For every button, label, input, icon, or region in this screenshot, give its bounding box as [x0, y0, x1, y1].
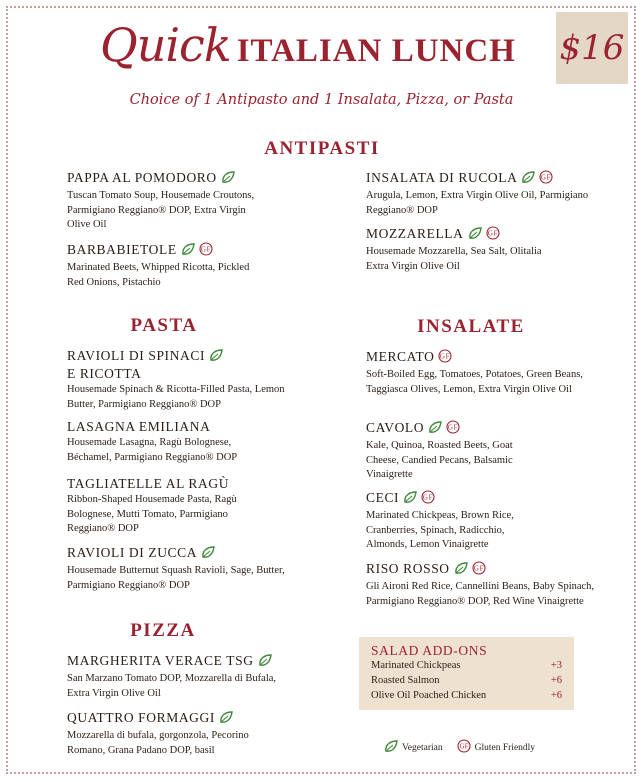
svg-text:GF: GF	[448, 423, 459, 432]
item-name: QUATTRO FORMAGGI	[67, 710, 215, 725]
item-desc: Housemade Lasagna, Ragù Bolognese, Béchamel, Parmigiano Reggiano® DOP	[67, 437, 238, 463]
item-name: MERCATO	[366, 349, 435, 364]
icon-legend	[384, 739, 535, 756]
item-desc: Housemade Butternut Squash Ravioli, Sage, Butter, Parmigiano Reggiano® DOP	[67, 565, 285, 591]
item-name: LASAGNA EMILIANA	[67, 419, 211, 434]
menu-item	[366, 490, 606, 553]
addon-row	[371, 688, 562, 703]
section-title-pizza: PIZZA	[130, 620, 196, 641]
item-name: MOZZARELLA	[366, 226, 464, 241]
gluten-friendly-icon	[446, 420, 460, 438]
legend-gluten-friendly: Gluten Friendly	[474, 743, 536, 753]
addon-row	[371, 658, 562, 673]
menu-title	[100, 18, 516, 72]
item-name-line2: E RICOTTA	[67, 366, 142, 381]
addon-price: +3	[550, 660, 562, 671]
menu-item	[366, 226, 606, 274]
menu-subtitle: Choice of 1 Antipasto and 1 Insalata, Pizza, or Pasta	[129, 92, 514, 108]
price-badge: $16	[556, 12, 628, 84]
item-name: CAVOLO	[366, 420, 425, 435]
gluten-friendly-icon	[421, 490, 435, 508]
vegetarian-icon	[384, 740, 398, 756]
item-desc: Ribbon-Shaped Housemade Pasta, Ragù Bolognese, Mutti Tomato, Parmigiano Reggiano® DOP	[67, 494, 237, 534]
menu-item	[366, 561, 606, 609]
vegetarian-icon	[428, 421, 442, 438]
svg-text:GF: GF	[440, 352, 451, 361]
item-desc: San Marzano Tomato DOP, Mozzarella di Bufala, Extra Virgin Olive Oil	[67, 673, 277, 699]
svg-text:GF: GF	[473, 564, 484, 573]
gluten-friendly-icon	[539, 170, 553, 188]
menu-item	[366, 349, 606, 397]
vegetarian-icon	[454, 562, 468, 579]
vegetarian-icon	[221, 171, 235, 188]
menu-item	[67, 476, 307, 537]
menu-item	[67, 545, 307, 593]
item-name: BARBABIETOLE	[67, 242, 177, 257]
section-title-insalate: INSALATE	[417, 316, 525, 337]
item-desc: Tuscan Tomato Soup, Housemade Croutons, Parmigiano Reggiano® DOP, Extra Virgin Olive Oil	[67, 190, 255, 230]
title-caps: ITALIAN LUNCH	[236, 33, 516, 69]
addon-name: Marinated Chickpeas	[371, 660, 461, 671]
vegetarian-icon	[219, 711, 233, 728]
vegetarian-icon	[201, 546, 215, 563]
addon-row	[371, 673, 562, 688]
menu-item	[366, 420, 606, 483]
gluten-friendly-icon	[438, 349, 452, 367]
vegetarian-icon	[521, 171, 535, 188]
menu-item	[67, 348, 307, 412]
item-desc: Mozzarella di bufala, gorgonzola, Pecorino Romano, Grana Padano DOP, basil	[67, 730, 249, 756]
addon-name: Roasted Salmon	[371, 675, 440, 686]
menu-item	[67, 242, 307, 290]
vegetarian-icon	[181, 243, 195, 260]
item-name: CECI	[366, 490, 400, 505]
gluten-friendly-icon	[457, 739, 471, 756]
item-desc: Kale, Quinoa, Roasted Beets, Goat Cheese, Candied Pecans, Balsamic Vinaigrette	[366, 440, 513, 480]
item-desc: Soft-Boiled Egg, Tomatoes, Potatoes, Green Beans, Taggiasca Olives, Lemon, Extra Virgin Olive Oil	[366, 369, 583, 395]
section-title-pasta: PASTA	[130, 315, 198, 336]
item-name: PAPPA AL POMODORO	[67, 170, 217, 185]
addon-price: +6	[550, 690, 562, 701]
item-desc: Marinated Chickpeas, Brown Rice, Cranberries, Spinach, Radicchio, Almonds, Lemon Vinaigrette	[366, 510, 514, 550]
svg-text:GF: GF	[423, 493, 434, 502]
gluten-friendly-icon	[199, 242, 213, 260]
vegetarian-icon	[258, 654, 272, 671]
menu-item	[366, 170, 606, 218]
item-desc: Housemade Spinach & Ricotta-Filled Pasta, Lemon Butter, Parmigiano Reggiano® DOP	[67, 384, 285, 410]
item-desc: Marinated Beets, Whipped Ricotta, Pickled Red Onions, Pistachio	[67, 262, 250, 288]
svg-text:GF: GF	[200, 245, 211, 254]
item-name: MARGHERITA VERACE TSG	[67, 653, 254, 668]
addon-price: +6	[550, 675, 562, 686]
title-script: Quick	[100, 18, 231, 72]
vegetarian-icon	[209, 349, 223, 366]
legend-vegetarian: Vegetarian	[402, 743, 443, 753]
section-title-antipasti: ANTIPASTI	[264, 138, 380, 159]
addon-name: Olive Oil Poached Chicken	[371, 690, 487, 701]
item-name: TAGLIATELLE AL RAGÙ	[67, 476, 230, 491]
menu-item	[67, 710, 307, 758]
svg-text:GF: GF	[487, 229, 498, 238]
vegetarian-icon	[468, 227, 482, 244]
item-desc: Housemade Mozzarella, Sea Salt, Olitalia Extra Virgin Olive Oil	[366, 246, 542, 272]
menu-item	[67, 419, 307, 465]
salad-addons-box	[359, 637, 574, 710]
item-name: RAVIOLI DI ZUCCA	[67, 545, 198, 560]
item-name: RISO ROSSO	[366, 561, 450, 576]
gluten-friendly-icon	[486, 226, 500, 244]
item-name: RAVIOLI DI SPINACI	[67, 348, 206, 363]
item-desc: Arugula, Lemon, Extra Virgin Olive Oil, Parmigiano Reggiano® DOP	[366, 190, 589, 216]
item-desc: Gli Aironi Red Rice, Cannellini Beans, Baby Spinach, Parmigiano Reggiano® DOP, Red Wine Vinaigrette	[366, 581, 595, 607]
gluten-friendly-icon	[472, 561, 486, 579]
menu-item	[67, 653, 307, 701]
addons-title: SALAD ADD-ONS	[371, 643, 488, 658]
item-name: INSALATA DI RUCOLA	[366, 170, 518, 185]
svg-text:GF: GF	[541, 173, 552, 182]
svg-text:GF: GF	[459, 742, 469, 751]
vegetarian-icon	[403, 491, 417, 508]
menu-item	[67, 170, 307, 233]
